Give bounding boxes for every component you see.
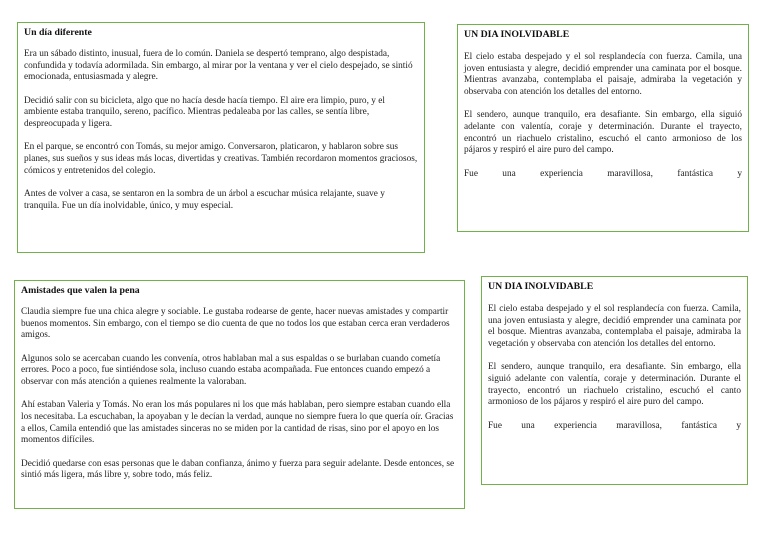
text-box-amistades[interactable] xyxy=(14,280,465,509)
paragraph: Decidió salir con su bicicleta, algo que no hacía desde hacía tiempo. El aire era limpio, puro, y el ambiente estaba tranquilo, sereno, pacífico. Mientras pedaleaba por las calles, se sentía libre, despreocupada y ligera. xyxy=(24,95,385,130)
text-box-un-dia-diferente[interactable] xyxy=(17,22,425,253)
paragraph: Fue una experiencia maravillosa, fantástica y xyxy=(464,168,742,179)
text-box-un-dia-inolvidable-top[interactable] xyxy=(457,24,749,232)
box-title: UN DIA INOLVIDABLE xyxy=(464,29,570,40)
paragraph: En el parque, se encontró con Tomás, su mejor amigo. Conversaron, platicaron, y hablaron sobre sus planes, sus sueños y sus ideas más locas, divertidas y creativas. También recordaron momentos graciosos, cómicos y entretenidos del colegio. xyxy=(24,142,418,176)
paragraph: Ahí estaban Valeria y Tomás. No eran los más populares ni los que más hablaban, pero siempre estaban cuando ella los necesitaba. La escuchaban, la apoyaban y le decían la verdad, aunque no siempre fuera lo que quería oír. Gracias a ellos, Camila entendió que las amistades sinceras no se miden por la cantidad de risas, sino por el apoyo en los momentos difíciles. xyxy=(21,400,454,446)
box-title: Un día diferente xyxy=(24,27,92,38)
paragraph: El sendero, aunque tranquilo, era desafiante. Sin embargo, ella siguió adelante con valentía, coraje y determinación. Durante el trayecto, encontró un riachuelo cristalino, escuchó el canto armonioso de los pájaros y respiró el aire puro del campo. xyxy=(488,362,741,408)
paragraph: Decidió quedarse con esas personas que le daban confianza, ánimo y fuerza para seguir adelante. Desde entonces, se sintió más ligera, más libre y, sobre todo, más feliz. xyxy=(21,458,455,481)
paragraph: El sendero, aunque tranquilo, era desafiante. Sin embargo, ella siguió adelante con valentía, coraje y determinación. Durante el trayecto, encontró un riachuelo cristalino, escuchó el canto armonioso de los pájaros y respiró el aire puro del campo. xyxy=(464,110,742,156)
box-title: UN DIA INOLVIDABLE xyxy=(488,281,594,292)
paragraph: Antes de volver a casa, se sentaron en la sombra de un árbol a escuchar música relajante, suave y tranquila. Fue un día inolvidable, único, y muy especial. xyxy=(24,188,385,211)
paragraph: Claudia siempre fue una chica alegre y sociable. Le gustaba rodearse de gente, hacer nuevas amistades y compartir buenos momentos. Sin embargo, con el tiempo se dio cuenta de que no todos los que estaban cerca eran verdaderos amigos. xyxy=(21,307,450,341)
paragraph: Algunos solo se acercaban cuando les convenía, otros hablaban mal a sus espaldas o se burlaban cuando cometía errores. Poco a poco, fue sintiéndose sola, incluso cuando estaba acompañada. Fue entonces cuando empezó a observar con más atención a quienes realmente la valoraban. xyxy=(21,353,441,388)
box-title: Amistades que valen la pena xyxy=(21,285,140,296)
paragraph: Fue una experiencia maravillosa, fantástica y xyxy=(488,420,741,431)
paragraph: El cielo estaba despejado y el sol resplandecía con fuerza. Camila, una joven entusiasta y alegre, decidió emprender una caminata por el bosque. Mientras avanzaba, contemplaba el paisaje, admiraba la vegetación y observaba con atención los detalles del entorno. xyxy=(488,304,741,350)
paragraph: Era un sábado distinto, inusual, fuera de lo común. Daniela se despertó temprano, algo despistada, confundida y todavía adormilada. Sin embargo, al mirar por la ventana y ver el cielo despejado, se sintió emocionada, entusiasmada y alegre. xyxy=(24,49,413,83)
paragraph: El cielo estaba despejado y el sol resplandecía con fuerza. Camila, una joven entusiasta y alegre, decidió emprender una caminata por el bosque. Mientras avanzaba, contemplaba el paisaje, admiraba la vegetación y observaba con atención los detalles del entorno. xyxy=(464,52,742,98)
text-box-un-dia-inolvidable-bottom[interactable] xyxy=(481,276,748,485)
